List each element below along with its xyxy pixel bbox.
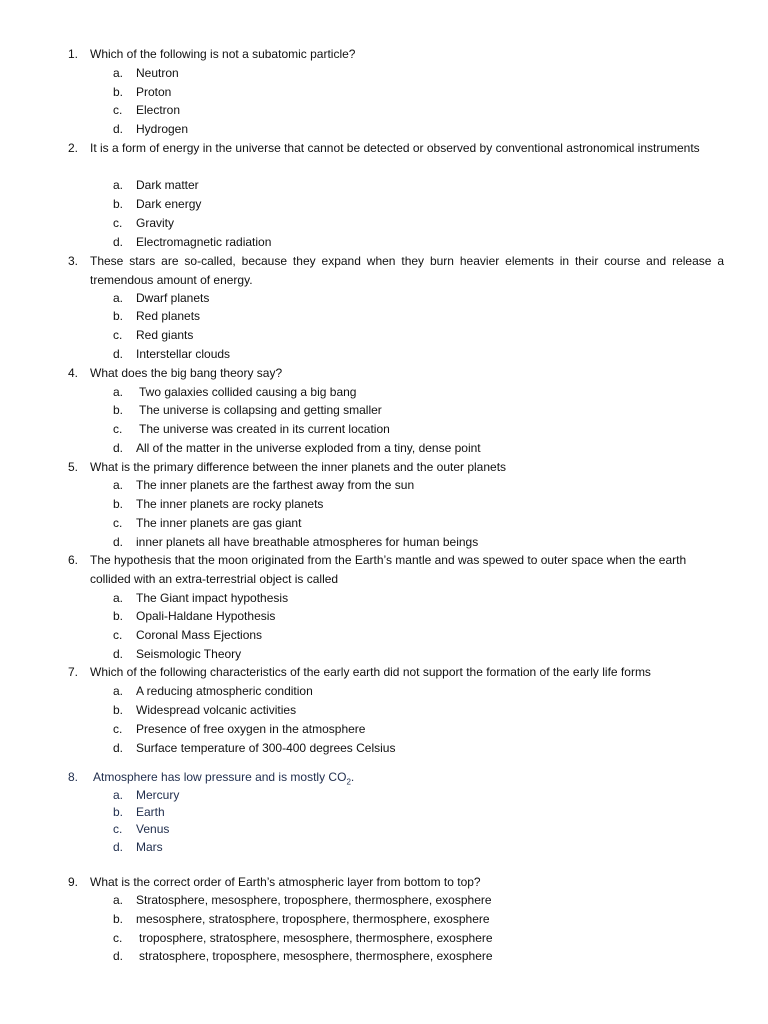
option-letter: c. xyxy=(113,931,123,945)
option-8b xyxy=(113,803,713,822)
option-7a xyxy=(113,682,713,701)
option-6d xyxy=(113,645,713,664)
option-letter: b. xyxy=(113,85,124,99)
question-text: What is the primary difference between the inner planets and the outer planets xyxy=(90,460,507,474)
option-text: Stratosphere, mesosphere, troposphere, thermosphere, exosphere xyxy=(136,893,492,907)
option-text: All of the matter in the universe exploded from a tiny, dense point xyxy=(136,441,481,455)
option-8d xyxy=(113,838,713,857)
question-text-main: Atmosphere has low pressure and is mostly CO xyxy=(93,770,347,784)
option-2c xyxy=(113,214,713,233)
option-letter: c. xyxy=(113,328,123,342)
option-letter: a. xyxy=(113,893,124,907)
option-text: Widespread volcanic activities xyxy=(136,703,297,717)
option-letter: b. xyxy=(113,403,124,417)
question-1 xyxy=(68,45,724,64)
option-text: stratosphere, troposphere, mesosphere, thermosphere, exosphere xyxy=(139,949,493,963)
option-3d xyxy=(113,345,713,364)
option-letter: d. xyxy=(113,741,124,755)
question-text: Which of the following is not a subatomic particle? xyxy=(90,47,356,61)
option-6b xyxy=(113,607,713,626)
option-9c xyxy=(113,929,713,948)
option-text: The inner planets are gas giant xyxy=(136,516,302,530)
option-letter: b. xyxy=(113,497,124,511)
option-letter: a. xyxy=(113,788,124,802)
question-number: 3. xyxy=(68,254,79,268)
option-7d xyxy=(113,739,713,758)
option-text: Red planets xyxy=(136,309,201,323)
option-7c xyxy=(113,720,713,739)
option-letter: d. xyxy=(113,647,124,661)
option-text: Opali-Haldane Hypothesis xyxy=(136,609,276,623)
option-letter: c. xyxy=(113,822,123,836)
option-2b xyxy=(113,195,713,214)
option-letter: a. xyxy=(113,178,124,192)
option-4b xyxy=(113,401,713,420)
option-text: inner planets all have breathable atmospheres for human beings xyxy=(136,535,479,549)
option-1d xyxy=(113,120,713,139)
option-text: Red giants xyxy=(136,328,194,342)
option-7b xyxy=(113,701,713,720)
option-3a xyxy=(113,289,713,308)
question-text: It is a form of energy in the universe that cannot be detected or observed by conventional astronomical instruments xyxy=(90,141,700,155)
option-4c xyxy=(113,420,713,439)
option-5a xyxy=(113,476,713,495)
question-number: 9. xyxy=(68,875,79,889)
option-letter: c. xyxy=(113,628,123,642)
option-6c xyxy=(113,626,713,645)
option-8a xyxy=(113,786,713,805)
option-letter: b. xyxy=(113,197,124,211)
option-letter: c. xyxy=(113,216,123,230)
question-text-end: . xyxy=(350,770,355,784)
option-text: Dark matter xyxy=(136,178,199,192)
option-letter: c. xyxy=(113,722,123,736)
option-text: Mercury xyxy=(136,788,180,802)
option-text: A reducing atmospheric condition xyxy=(136,684,313,698)
question-7 xyxy=(68,663,724,682)
option-1b xyxy=(113,83,713,102)
option-9d xyxy=(113,947,713,966)
question-text: These stars are so-called, because they expand when they burn heavier elements in their course and release a tremendous amount of energy. xyxy=(90,254,724,287)
question-3 xyxy=(68,252,724,289)
option-letter: b. xyxy=(113,912,124,926)
option-2d xyxy=(113,233,713,252)
option-text: Electromagnetic radiation xyxy=(136,235,272,249)
option-letter: d. xyxy=(113,122,124,136)
option-4a xyxy=(113,383,713,402)
option-letter: d. xyxy=(113,949,124,963)
option-2a xyxy=(113,176,713,195)
question-number: 4. xyxy=(68,366,79,380)
option-text: Two galaxies collided causing a big bang xyxy=(139,385,357,399)
option-letter: a. xyxy=(113,478,124,492)
option-text: Dark energy xyxy=(136,197,202,211)
option-letter: c. xyxy=(113,422,123,436)
option-letter: b. xyxy=(113,703,124,717)
question-5 xyxy=(68,458,724,477)
option-text: Electron xyxy=(136,103,181,117)
option-letter: a. xyxy=(113,684,124,698)
option-letter: c. xyxy=(113,103,123,117)
option-text: The Giant impact hypothesis xyxy=(136,591,289,605)
question-text: What is the correct order of Earth’s atmospheric layer from bottom to top? xyxy=(90,875,481,889)
option-text: Proton xyxy=(136,85,172,99)
option-5d xyxy=(113,533,713,552)
option-5b xyxy=(113,495,713,514)
option-letter: b. xyxy=(113,309,124,323)
option-text: Interstellar clouds xyxy=(136,347,231,361)
option-text: The universe was created in its current location xyxy=(139,422,390,436)
question-text xyxy=(93,768,724,787)
question-text: The hypothesis that the moon originated from the Earth’s mantle and was spewed to outer space when the earth collided with an extra-terrestrial object is called xyxy=(90,553,687,586)
option-text: Gravity xyxy=(136,216,175,230)
option-text: Venus xyxy=(136,822,170,836)
question-number: 6. xyxy=(68,553,79,567)
option-letter: d. xyxy=(113,441,124,455)
question-number: 1. xyxy=(68,47,79,61)
question-number: 7. xyxy=(68,665,79,679)
option-text: mesosphere, stratosphere, troposphere, thermosphere, exosphere xyxy=(136,912,490,926)
question-6 xyxy=(68,551,724,588)
option-text: Neutron xyxy=(136,66,179,80)
option-text: troposphere, stratosphere, mesosphere, thermosphere, exosphere xyxy=(139,931,493,945)
option-letter: c. xyxy=(113,516,123,530)
option-4d xyxy=(113,439,713,458)
option-text: Surface temperature of 300-400 degrees Celsius xyxy=(136,741,396,755)
option-text: Mars xyxy=(136,840,163,854)
option-letter: b. xyxy=(113,609,124,623)
option-text: Dwarf planets xyxy=(136,291,210,305)
option-text: Presence of free oxygen in the atmosphere xyxy=(136,722,366,736)
option-9b xyxy=(113,910,713,929)
option-letter: d. xyxy=(113,840,124,854)
question-text: Which of the following characteristics of the early earth did not support the formation of the early life forms xyxy=(90,665,651,679)
question-text: What does the big bang theory say? xyxy=(90,366,283,380)
question-8 xyxy=(68,768,724,787)
option-text: Earth xyxy=(136,805,165,819)
option-text: Coronal Mass Ejections xyxy=(136,628,263,642)
option-text: Seismologic Theory xyxy=(136,647,242,661)
option-text: The inner planets are the farthest away from the sun xyxy=(136,478,415,492)
option-letter: d. xyxy=(113,235,124,249)
option-letter: b. xyxy=(113,805,124,819)
question-number: 2. xyxy=(68,141,79,155)
question-9 xyxy=(68,873,724,892)
option-letter: a. xyxy=(113,385,124,399)
question-number: 5. xyxy=(68,460,79,474)
option-text: Hydrogen xyxy=(136,122,189,136)
option-text: The universe is collapsing and getting smaller xyxy=(139,403,382,417)
subscript-2: 2 xyxy=(346,777,351,787)
option-8c xyxy=(113,820,713,839)
option-5c xyxy=(113,514,713,533)
option-1a xyxy=(113,64,713,83)
option-letter: a. xyxy=(113,66,124,80)
option-1c xyxy=(113,101,713,120)
option-letter: d. xyxy=(113,535,124,549)
option-letter: a. xyxy=(113,591,124,605)
option-3c xyxy=(113,326,713,345)
question-2 xyxy=(68,139,724,158)
option-6a xyxy=(113,589,713,608)
option-letter: a. xyxy=(113,291,124,305)
option-text: The inner planets are rocky planets xyxy=(136,497,324,511)
option-3b xyxy=(113,307,713,326)
question-number: 8. xyxy=(68,770,79,784)
option-9a xyxy=(113,891,713,910)
option-letter: d. xyxy=(113,347,124,361)
question-4 xyxy=(68,364,724,383)
